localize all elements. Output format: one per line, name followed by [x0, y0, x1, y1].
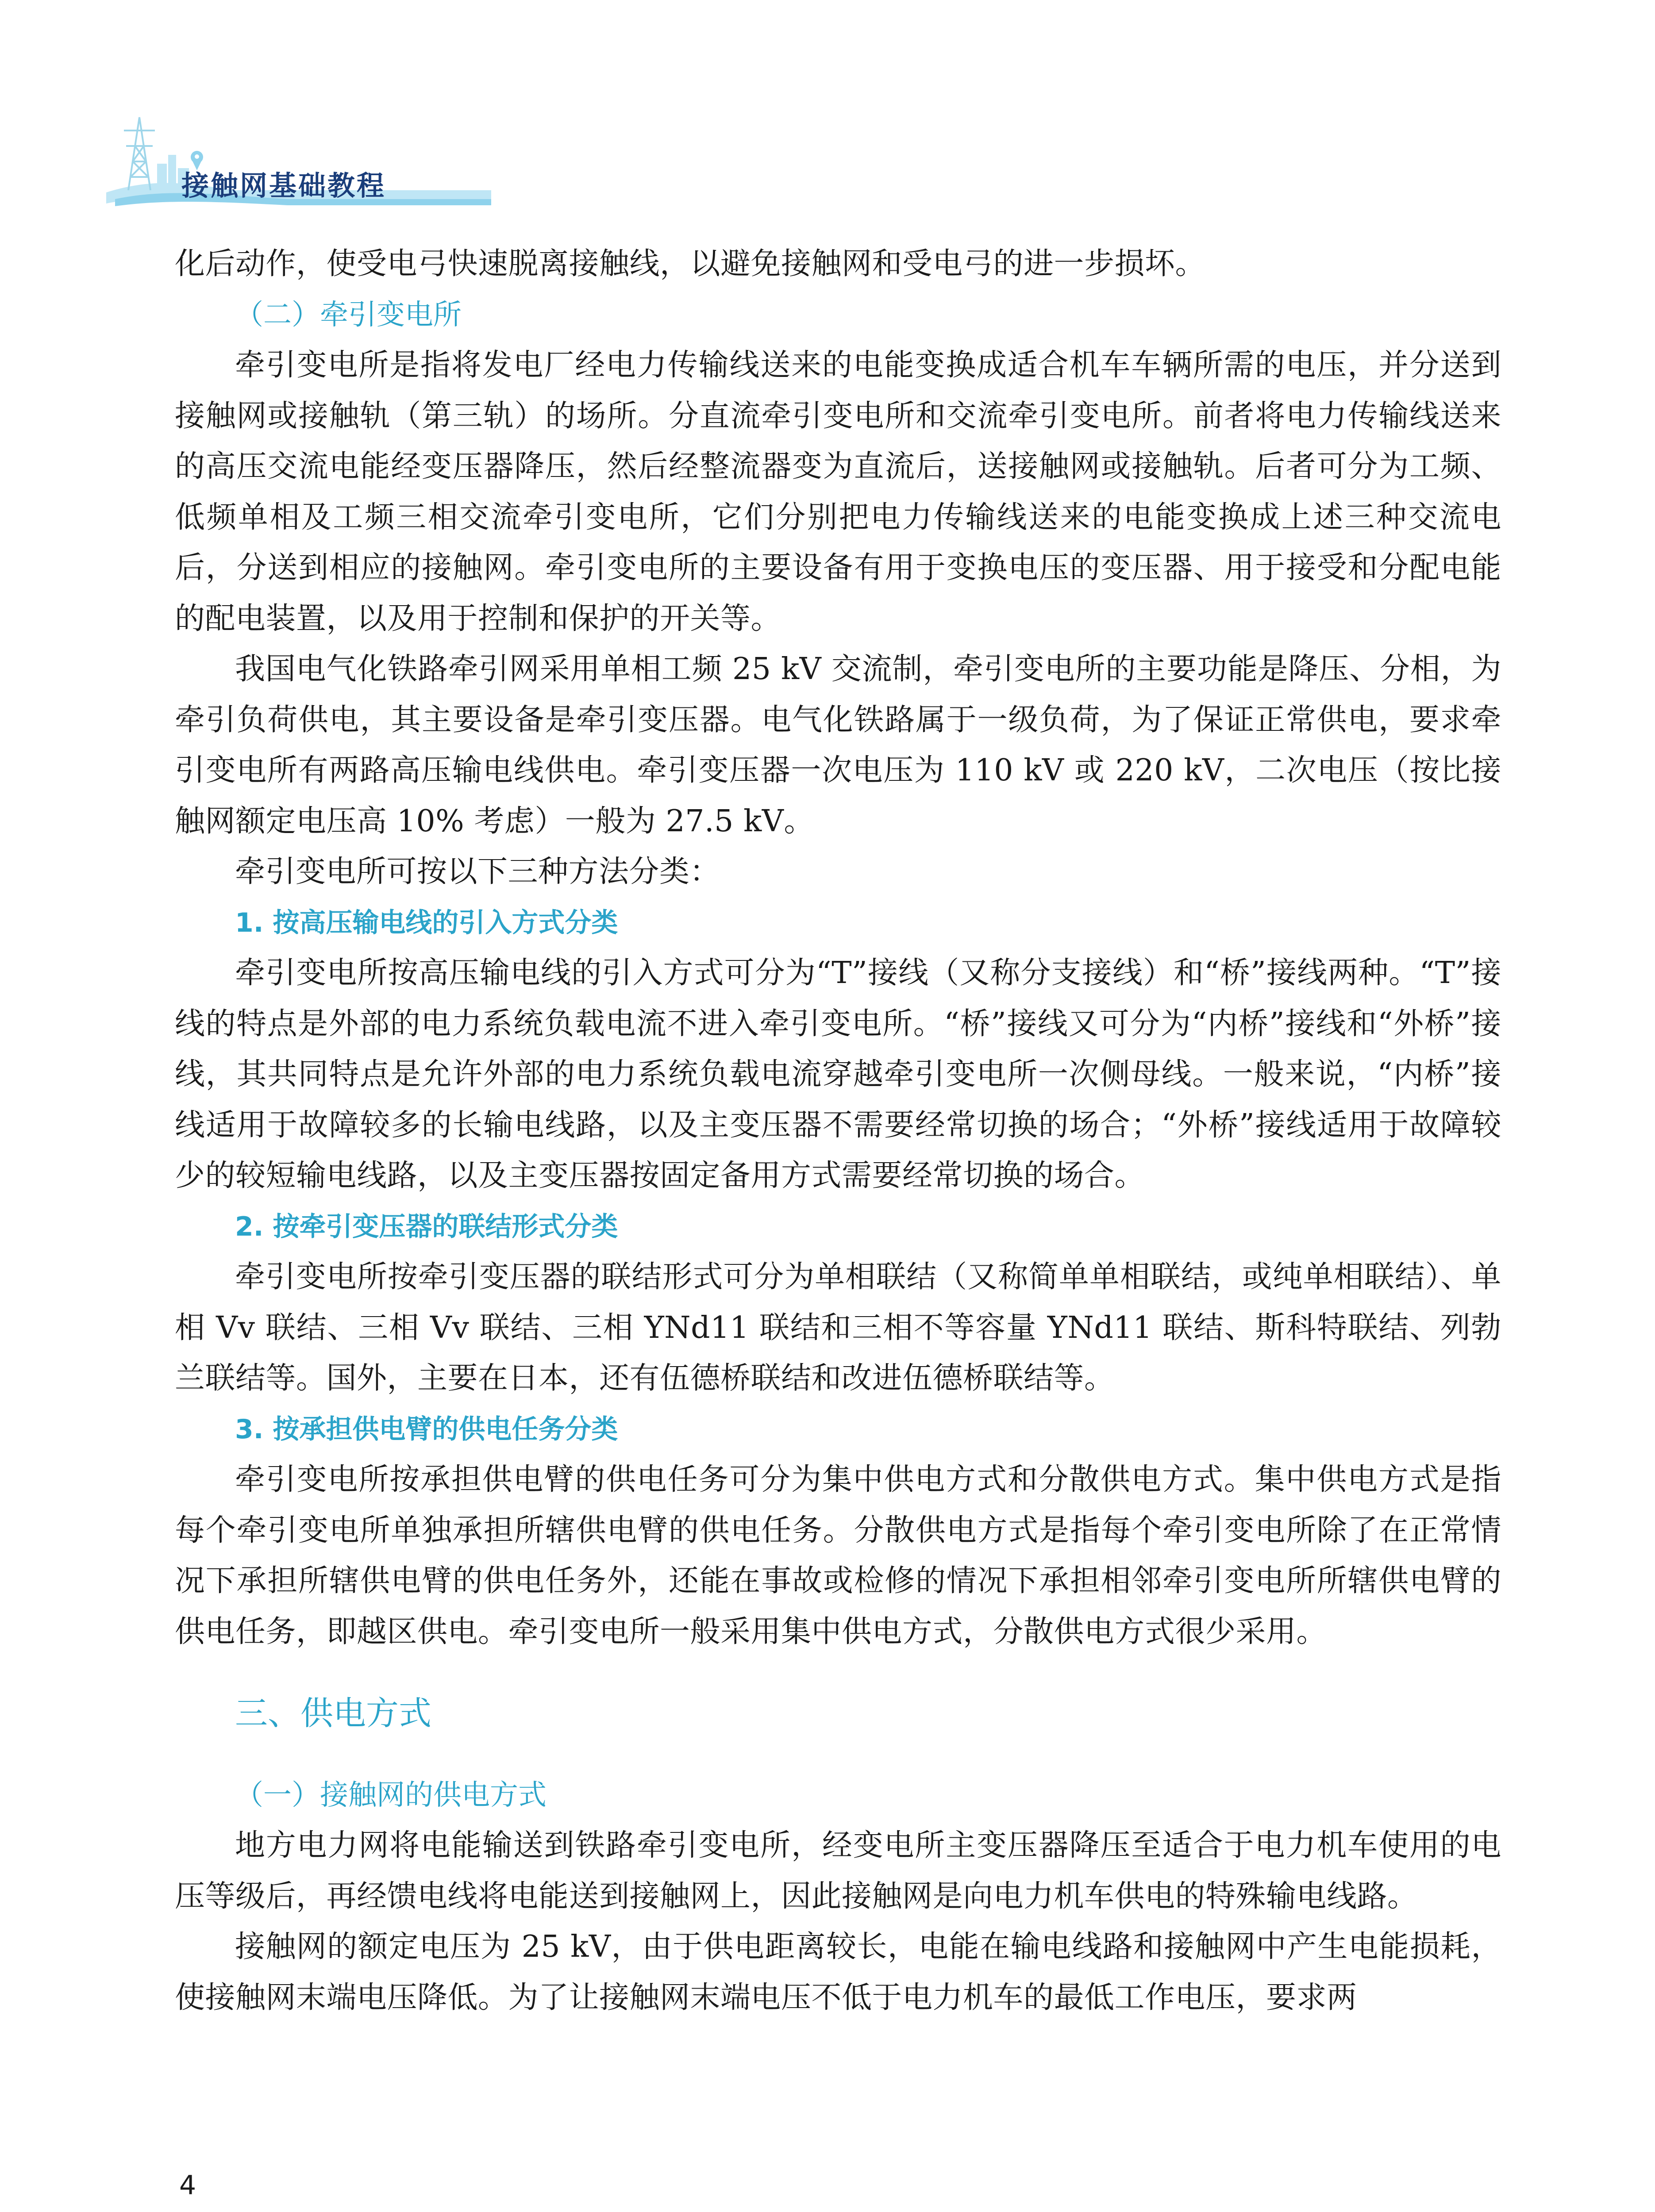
page-number: 4 — [179, 2170, 196, 2201]
paragraph: 地方电力网将电能输送到铁路牵引变电所，经变电所主变压器降压至适合于电力机车使用的电压等级后，再经馈电线将电能送到接触网上，因此接触网是向电力机车供电的特殊输电线路。 — [175, 1828, 1501, 1914]
book-title: 接触网基础教程 — [181, 169, 386, 202]
paragraph: 牵引变电所可按以下三种方法分类： — [235, 854, 720, 889]
numbered-heading: 3. 按承担供电臂的供电任务分类 — [235, 1413, 618, 1445]
numbered-heading: 1. 按高压输电线的引入方式分类 — [235, 907, 618, 938]
numbered-heading: 2. 按牵引变压器的联结形式分类 — [235, 1211, 618, 1242]
paragraph: 化后动作，使受电弓快速脱离接触线，以避免接触网和受电弓的进一步损坏。 — [175, 246, 1206, 281]
section-heading: 三、供电方式 — [235, 1694, 431, 1732]
running-header — [102, 111, 500, 221]
paragraph: 我国电气化铁路牵引网采用单相工频 25 kV 交流制，牵引变电所的主要功能是降压、分相，为牵引负荷供电，其主要设备是牵引变压器。电气化铁路属于一级负荷，为了保证正常供电，要求牵引变电所有两路高压输电线供电。牵引变压器一次电压为 110 kV 或 220 kV，二次电压（按比接触网额定电压高 10% 考虑）一般为 27.5 kV。 — [175, 652, 1501, 839]
paragraph: 牵引变电所按牵引变压器的联结形式可分为单相联结（又称简单单相联结，或纯单相联结）、单相 Vv 联结、三相 Vv 联结、三相 YNd11 联结和三相不等容量 YNd11 联结、斯科特联结、列勃兰联结等。国外，主要在日本，还有伍德桥联结和改进伍德桥联结等。 — [175, 1260, 1501, 1396]
paragraph: 牵引变电所是指将发电厂经电力传输线送来的电能变换成适合机车车辆所需的电压，并分送到接触网或接触轨（第三轨）的场所。分直流牵引变电所和交流牵引变电所。前者将电力传输线送来的高压交流电能经变压器降压，然后经整流器变为直流后，送接触网或接触轨。后者可分为工频、低频单相及工频三相交流牵引变电所，它们分别把电力传输线送来的电能变换成上述三种交流电后，分送到相应的接触网。牵引变电所的主要设备有用于变换电压的变压器、用于接受和分配电能的配电装置，以及用于控制和保护的开关等。 — [175, 348, 1501, 636]
subsection-heading: （一）接触网的供电方式 — [235, 1778, 547, 1812]
paragraph: 接触网的额定电压为 25 kV，由于供电距离较长，电能在输电线路和接触网中产生电能损耗，使接触网末端电压降低。为了让接触网末端电压不低于电力机车的最低工作电压，要求两 — [175, 1929, 1501, 2015]
main-content — [175, 239, 1501, 2023]
subsection-heading: （二）牵引变电所 — [235, 298, 462, 331]
paragraph: 牵引变电所按承担供电臂的供电任务可分为集中供电方式和分散供电方式。集中供电方式是指每个牵引变电所单独承担所辖供电臂的供电任务。分散供电方式是指每个牵引变电所除了在正常情况下承担所辖供电臂的供电任务外，还能在事故或检修的情况下承担相邻牵引变电所所辖供电臂的供电任务，即越区供电。牵引变电所一般采用集中供电方式，分散供电方式很少采用。 — [175, 1462, 1501, 1649]
paragraph: 牵引变电所按高压输电线的引入方式可分为“T”接线（又称分支接线）和“桥”接线两种。“T”接线的特点是外部的电力系统负载电流不进入牵引变电所。“桥”接线又可分为“内桥”接线和“外桥”接线，其共同特点是允许外部的电力系统负载电流穿越牵引变电所一次侧母线。一般来说，“内桥”接线适用于故障较多的长输电线路，以及主变压器不需要经常切换的场合；“外桥”接线适用于故障较少的较短输电线路，以及主变压器按固定备用方式需要经常切换的场合。 — [175, 956, 1501, 1193]
